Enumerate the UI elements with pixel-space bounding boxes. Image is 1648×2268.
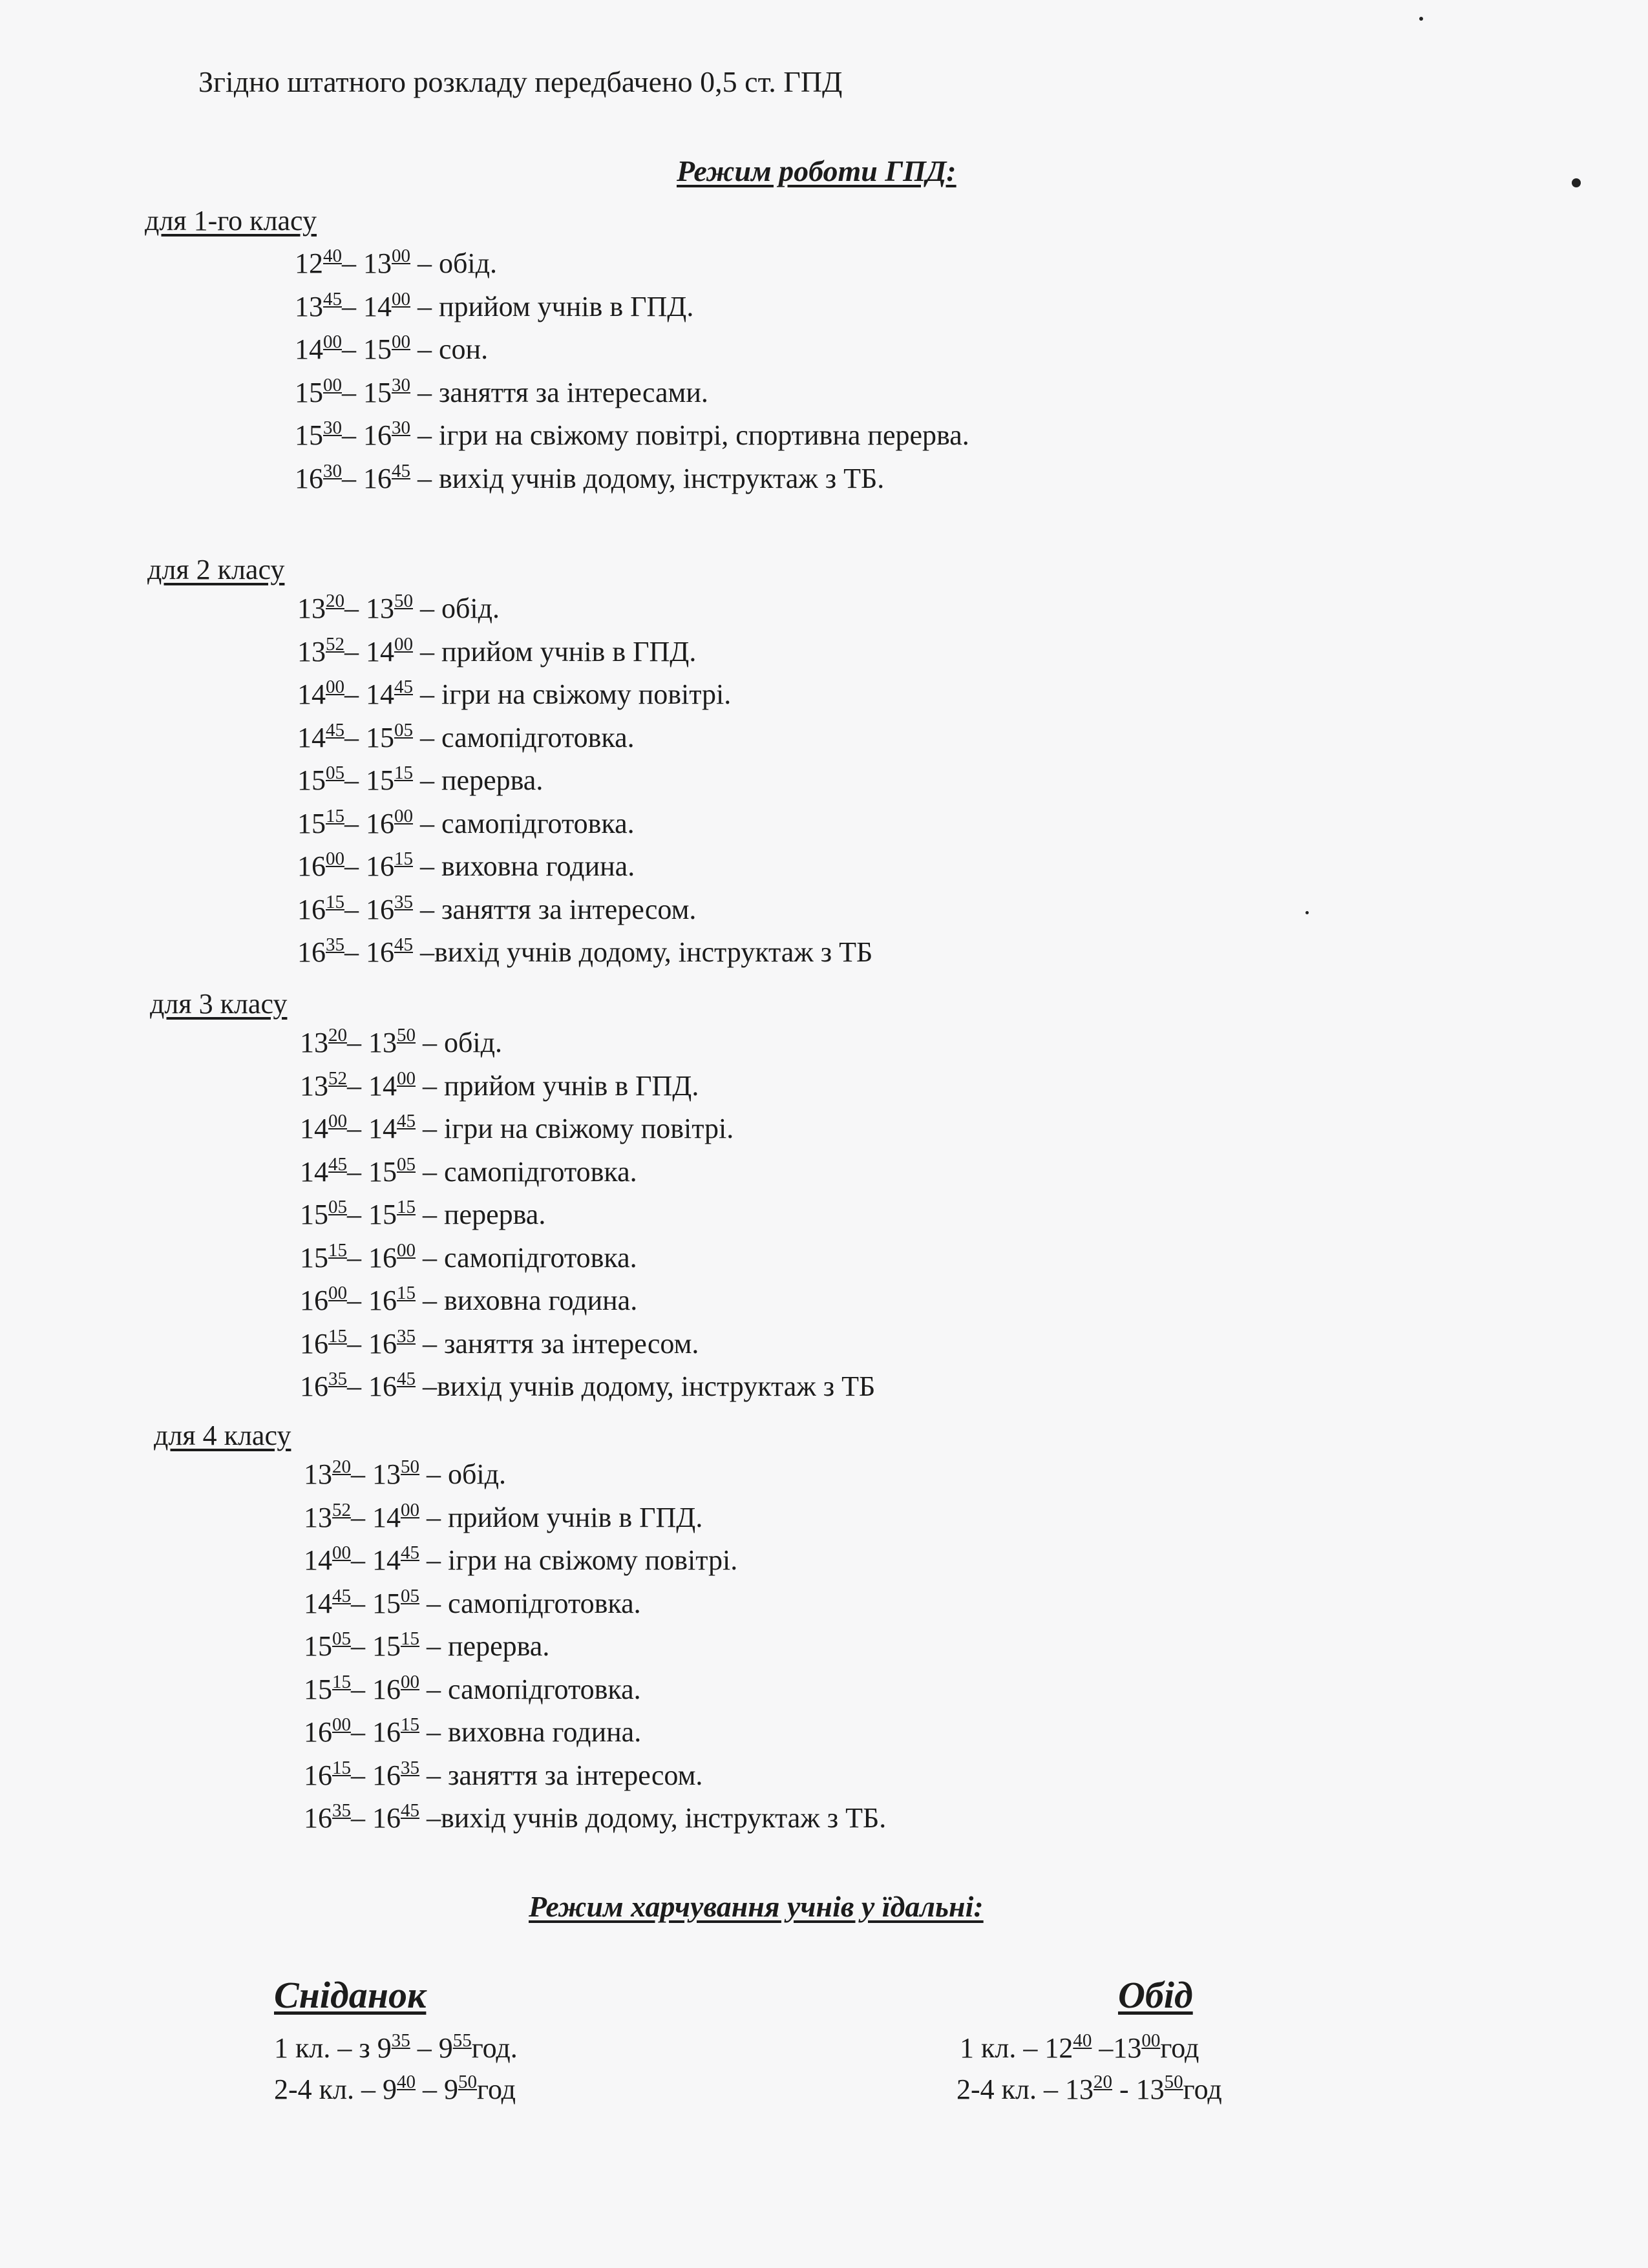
end-hour: 14 (372, 1502, 401, 1533)
lunch-row-2 (956, 2073, 1222, 2106)
lunch-row-2-suffix: год (1183, 2074, 1222, 2105)
end-minutes: 00 (392, 246, 410, 266)
schedule-row: $14^{45}-$ $15^{05}$ – самопідготовка. (300, 1154, 637, 1188)
end-hour: 15 (363, 377, 392, 408)
end-hour: 14 (366, 678, 394, 710)
start-hour: 15 (297, 764, 326, 796)
end-minutes: 00 (401, 1672, 419, 1692)
start-hour: 14 (304, 1544, 332, 1576)
activity-text: – виховна година. (427, 1716, 642, 1748)
end-minutes: 30 (392, 375, 410, 395)
lunch-row-2-mid: - 13 (1112, 2074, 1165, 2105)
end-hour: 13 (368, 1027, 397, 1058)
activity-text: – виховна година. (420, 850, 635, 882)
start-minutes: 05 (328, 1197, 347, 1217)
end-hour: 15 (363, 333, 392, 365)
schedule-row: $14^{00}-$ $15^{00}$ – сон. (295, 331, 489, 365)
lunch-row-1-prefix: 1 кл. – 12 (960, 2032, 1073, 2064)
end-minutes: 00 (401, 1500, 419, 1520)
activity-text: – самопідготовка. (427, 1674, 641, 1705)
breakfast-row-1-suffix: год. (471, 2032, 518, 2064)
start-hour: 15 (295, 419, 323, 451)
end-minutes: 05 (401, 1586, 419, 1606)
start-minutes: 35 (332, 1800, 351, 1821)
schedule-row: $16^{35}-$ $16^{45}$ –вихід учнів додому, інструктаж з ТБ. (304, 1800, 887, 1834)
lunch-row-1-min1: 40 (1073, 2030, 1092, 2051)
start-minutes: 20 (328, 1025, 347, 1045)
start-hour: 13 (297, 593, 326, 624)
end-hour: 14 (368, 1113, 397, 1144)
activity-text: – ігри на свіжому повітрі, спортивна перерва. (417, 419, 969, 451)
end-minutes: 30 (392, 417, 410, 438)
activity-text: –вихід учнів додому, інструктаж з ТБ (423, 1370, 876, 1402)
activity-text: – перерва. (427, 1630, 550, 1662)
start-minutes: 45 (326, 720, 344, 740)
schedule-row: $15^{05}-$ $15^{15}$ – перерва. (297, 762, 544, 796)
end-hour: 16 (372, 1674, 401, 1705)
schedule-row: $14^{00}-$ $14^{45}$ – ігри на свіжому повітрі. (300, 1111, 734, 1144)
schedule-row: $13^{20}-$ $13^{50}$ – обід. (297, 591, 500, 624)
start-hour: 16 (304, 1802, 332, 1834)
end-hour: 13 (372, 1458, 401, 1490)
schedule-row: $16^{35}-$ $16^{45}$ –вихід учнів додому, інструктаж з ТБ (297, 934, 873, 968)
end-hour: 16 (366, 936, 394, 968)
activity-text: – самопідготовка. (420, 722, 635, 753)
end-hour: 16 (368, 1370, 397, 1402)
start-hour: 16 (297, 936, 326, 968)
end-hour: 14 (366, 636, 394, 667)
start-minutes: 30 (323, 461, 342, 481)
end-hour: 15 (368, 1199, 397, 1230)
start-minutes: 45 (323, 289, 342, 310)
activity-text: – ігри на свіжому повітрі. (423, 1113, 734, 1144)
end-hour: 15 (372, 1630, 401, 1662)
activity-text: – самопідготовка. (420, 808, 635, 839)
schedule-row: $15^{00}-$ $15^{30}$ – заняття за інтересами. (295, 375, 708, 408)
schedule-row: $16^{30}-$ $16^{45}$ – вихід учнів додому, інструктаж з ТБ. (295, 461, 885, 494)
start-hour: 16 (295, 463, 323, 494)
schedule-row: $16^{15}-$ $16^{35}$ – заняття за інтересом. (300, 1326, 699, 1360)
schedule-row: $16^{00}-$ $16^{15}$ – виховна година. (304, 1714, 642, 1748)
end-hour: 15 (368, 1156, 397, 1188)
lunch-row-2-prefix: 2-4 кл. – 13 (956, 2074, 1093, 2105)
end-minutes: 00 (394, 634, 413, 655)
end-hour: 15 (372, 1588, 401, 1619)
end-minutes: 35 (401, 1758, 419, 1778)
activity-text: – прийом учнів в ГПД. (423, 1070, 699, 1102)
activity-text: – обід. (427, 1458, 506, 1490)
start-minutes: 05 (326, 762, 344, 783)
end-minutes: 15 (397, 1283, 416, 1303)
scan-speck (1419, 17, 1423, 21)
end-minutes: 45 (397, 1111, 416, 1131)
end-minutes: 45 (394, 934, 413, 955)
breakfast-row-2-prefix: 2-4 кл. – 9 (274, 2074, 397, 2105)
lunch-row-2-min1: 20 (1093, 2072, 1112, 2092)
meals-title: Режим харчування учнів у їдальні: (529, 1890, 984, 1923)
start-minutes: 45 (328, 1154, 347, 1175)
activity-text: – ігри на свіжому повітрі. (420, 678, 732, 710)
schedule-row: $13^{52}-$ $14^{00}$ – прийом учнів в ГПД. (300, 1068, 699, 1102)
gpd-schedule-title: Режим роботи ГПД: (677, 154, 956, 187)
activity-text: – прийом учнів в ГПД. (417, 291, 694, 322)
start-minutes: 52 (326, 634, 344, 655)
activity-text: – обід. (417, 247, 497, 279)
start-hour: 16 (297, 850, 326, 882)
start-minutes: 45 (332, 1586, 351, 1606)
schedule-row: $15^{15}-$ $16^{00}$ – самопідготовка. (297, 806, 635, 839)
start-hour: 15 (297, 808, 326, 839)
start-minutes: 15 (328, 1240, 347, 1261)
activity-text: – самопідготовка. (427, 1588, 641, 1619)
end-hour: 16 (366, 894, 394, 925)
activity-text: – вихід учнів додому, інструктаж з ТБ. (417, 463, 885, 494)
start-hour: 13 (300, 1027, 328, 1058)
schedule-row: $14^{00}-$ $14^{45}$ – ігри на свіжому повітрі. (304, 1542, 738, 1576)
lunch-row-2-min2: 50 (1164, 2072, 1183, 2092)
activity-text: – заняття за інтересом. (423, 1328, 699, 1360)
start-hour: 16 (297, 894, 326, 925)
schedule-row: $15^{30}-$ $16^{30}$ – ігри на свіжому повітрі, спортивна перерва. (295, 417, 969, 451)
schedule-row: $16^{00}-$ $16^{15}$ – виховна година. (297, 848, 635, 882)
lunch-row-1 (960, 2032, 1199, 2064)
lunch-title: Обід (1118, 1974, 1193, 2016)
start-minutes: 00 (323, 331, 342, 352)
schedule-row: $15^{05}-$ $15^{15}$ – перерва. (300, 1197, 546, 1230)
start-hour: 13 (304, 1458, 332, 1490)
breakfast-row-2-min1: 40 (397, 2072, 416, 2092)
start-minutes: 15 (328, 1326, 347, 1347)
end-hour: 14 (368, 1070, 397, 1102)
end-minutes: 00 (397, 1240, 416, 1261)
schedule-row: $16^{15}-$ $16^{35}$ – заняття за інтересом. (304, 1758, 703, 1791)
start-minutes: 15 (326, 892, 344, 912)
scan-speck (1305, 911, 1309, 914)
schedule-row: $13^{52}-$ $14^{00}$ – прийом учнів в ГПД. (304, 1500, 703, 1533)
end-minutes: 15 (394, 762, 413, 783)
end-minutes: 00 (394, 806, 413, 826)
class-heading: для 2 класу (147, 554, 285, 585)
start-minutes: 15 (332, 1672, 351, 1692)
start-hour: 13 (300, 1070, 328, 1102)
end-minutes: 15 (401, 1628, 419, 1649)
start-minutes: 00 (326, 677, 344, 697)
class-heading: для 1-го класу (145, 205, 317, 236)
end-minutes: 05 (394, 720, 413, 740)
start-hour: 14 (304, 1588, 332, 1619)
end-minutes: 00 (392, 289, 410, 310)
breakfast-row-1-prefix: 1 кл. – з 9 (274, 2032, 392, 2064)
start-hour: 16 (300, 1285, 328, 1316)
end-hour: 16 (368, 1242, 397, 1274)
start-minutes: 20 (332, 1456, 351, 1477)
end-hour: 16 (368, 1285, 397, 1316)
start-hour: 15 (300, 1199, 328, 1230)
schedule-row: $13^{52}-$ $14^{00}$ – прийом учнів в ГПД. (297, 634, 697, 667)
end-hour: 16 (372, 1759, 401, 1791)
start-minutes: 00 (323, 375, 342, 395)
end-hour: 16 (368, 1328, 397, 1360)
lunch-row-1-min2: 00 (1141, 2030, 1161, 2051)
start-hour: 16 (300, 1370, 328, 1402)
schedule-row: $15^{15}-$ $16^{00}$ – самопідготовка. (304, 1672, 641, 1705)
scan-speck (1572, 178, 1581, 187)
start-hour: 14 (300, 1156, 328, 1188)
schedule-row: $13^{45}-$ $14^{00}$ – прийом учнів в ГПД. (295, 289, 694, 322)
start-minutes: 00 (332, 1542, 351, 1563)
end-hour: 15 (366, 722, 394, 753)
start-minutes: 40 (323, 246, 342, 266)
schedule-row: $16^{15}-$ $16^{35}$ – заняття за інтересом. (297, 892, 697, 925)
start-minutes: 20 (326, 591, 344, 611)
start-hour: 14 (300, 1113, 328, 1144)
end-minutes: 50 (401, 1456, 419, 1477)
start-minutes: 52 (328, 1068, 347, 1089)
activity-text: – сон. (417, 333, 489, 365)
start-minutes: 52 (332, 1500, 351, 1520)
end-minutes: 15 (401, 1714, 419, 1735)
end-hour: 16 (372, 1802, 401, 1834)
breakfast-title: Сніданок (274, 1974, 427, 2016)
end-minutes: 45 (401, 1542, 419, 1563)
end-minutes: 05 (397, 1154, 416, 1175)
breakfast-row-1 (274, 2032, 518, 2064)
start-minutes: 35 (326, 934, 344, 955)
schedule-row: $16^{35}-$ $16^{45}$ –вихід учнів додому, інструктаж з ТБ (300, 1369, 876, 1402)
end-hour: 16 (372, 1716, 401, 1748)
end-minutes: 45 (394, 677, 413, 697)
breakfast-row-1-mid: – 9 (410, 2032, 453, 2064)
end-minutes: 00 (392, 331, 410, 352)
activity-text: – самопідготовка. (423, 1242, 637, 1274)
end-hour: 16 (366, 808, 394, 839)
activity-text: – обід. (420, 593, 500, 624)
schedule-row: $12^{40}-$ $13^{00}$ – обід. (295, 246, 497, 279)
start-minutes: 00 (328, 1111, 347, 1131)
activity-text: – заняття за інтересами. (417, 377, 708, 408)
start-hour: 14 (295, 333, 323, 365)
start-hour: 16 (304, 1716, 332, 1748)
end-hour: 14 (363, 291, 392, 322)
intro-line: Згідно штатного розкладу передбачено 0,5 ст. ГПД (198, 65, 843, 98)
schedule-row: $16^{00}-$ $16^{15}$ – виховна година. (300, 1283, 638, 1316)
schedule-row: $13^{20}-$ $13^{50}$ – обід. (304, 1456, 506, 1490)
start-minutes: 30 (323, 417, 342, 438)
breakfast-row-2-mid: – 9 (416, 2074, 458, 2105)
start-hour: 15 (300, 1242, 328, 1274)
breakfast-row-2-suffix: год (477, 2074, 516, 2105)
end-hour: 13 (366, 593, 394, 624)
schedule-row: $14^{45}-$ $15^{05}$ – самопідготовка. (297, 720, 635, 753)
lunch-row-1-mid: –13 (1092, 2032, 1142, 2064)
end-minutes: 35 (397, 1326, 416, 1347)
start-hour: 13 (297, 636, 326, 667)
activity-text: – заняття за інтересом. (427, 1759, 703, 1791)
activity-text: – заняття за інтересом. (420, 894, 697, 925)
breakfast-row-2 (274, 2073, 516, 2106)
schedule-row: $14^{00}-$ $14^{45}$ – ігри на свіжому повітрі. (297, 677, 732, 710)
end-minutes: 50 (394, 591, 413, 611)
start-hour: 16 (300, 1328, 328, 1360)
activity-text: – перерва. (420, 764, 544, 796)
schedule-row: $13^{20}-$ $13^{50}$ – обід. (300, 1025, 502, 1058)
activity-text: – виховна година. (423, 1285, 638, 1316)
start-hour: 14 (297, 678, 326, 710)
activity-text: –вихід учнів додому, інструктаж з ТБ (420, 936, 873, 968)
lunch-row-1-suffix: год (1160, 2032, 1199, 2064)
end-minutes: 35 (394, 892, 413, 912)
end-hour: 16 (366, 850, 394, 882)
class-heading: для 4 класу (154, 1420, 291, 1451)
end-hour: 14 (372, 1544, 401, 1576)
start-hour: 12 (295, 247, 323, 279)
activity-text: – самопідготовка. (423, 1156, 637, 1188)
activity-text: –вихід учнів додому, інструктаж з ТБ. (427, 1802, 887, 1834)
schedule-row: $15^{05}-$ $15^{15}$ – перерва. (304, 1628, 550, 1662)
activity-text: – прийом учнів в ГПД. (427, 1502, 703, 1533)
start-hour: 15 (304, 1630, 332, 1662)
schedule-row: $14^{45}-$ $15^{05}$ – самопідготовка. (304, 1586, 641, 1619)
start-minutes: 15 (332, 1758, 351, 1778)
start-hour: 15 (304, 1674, 332, 1705)
breakfast-row-1-min2: 55 (452, 2030, 472, 2051)
start-hour: 15 (295, 377, 323, 408)
start-hour: 14 (297, 722, 326, 753)
breakfast-row-1-min1: 35 (391, 2030, 410, 2051)
activity-text: – прийом учнів в ГПД. (420, 636, 697, 667)
start-minutes: 05 (332, 1628, 351, 1649)
end-minutes: 45 (392, 461, 410, 481)
activity-text: – перерва. (423, 1199, 546, 1230)
end-hour: 15 (366, 764, 394, 796)
end-minutes: 00 (397, 1068, 416, 1089)
class-heading: для 3 класу (150, 988, 288, 1020)
activity-text: – ігри на свіжому повітрі. (427, 1544, 738, 1576)
start-minutes: 00 (328, 1283, 347, 1303)
start-hour: 13 (304, 1502, 332, 1533)
start-minutes: 15 (326, 806, 344, 826)
start-hour: 13 (295, 291, 323, 322)
schedule-row: $15^{15}-$ $16^{00}$ – самопідготовка. (300, 1240, 637, 1274)
end-minutes: 45 (401, 1800, 419, 1821)
breakfast-row-2-min2: 50 (458, 2072, 477, 2092)
end-hour: 13 (363, 247, 392, 279)
start-hour: 16 (304, 1759, 332, 1791)
end-minutes: 15 (394, 848, 413, 869)
start-minutes: 00 (332, 1714, 351, 1735)
end-hour: 16 (363, 419, 392, 451)
end-minutes: 45 (397, 1369, 416, 1389)
end-minutes: 50 (397, 1025, 416, 1045)
start-minutes: 00 (326, 848, 344, 869)
end-minutes: 15 (397, 1197, 416, 1217)
activity-text: – обід. (423, 1027, 502, 1058)
end-hour: 16 (363, 463, 392, 494)
start-minutes: 35 (328, 1369, 347, 1389)
